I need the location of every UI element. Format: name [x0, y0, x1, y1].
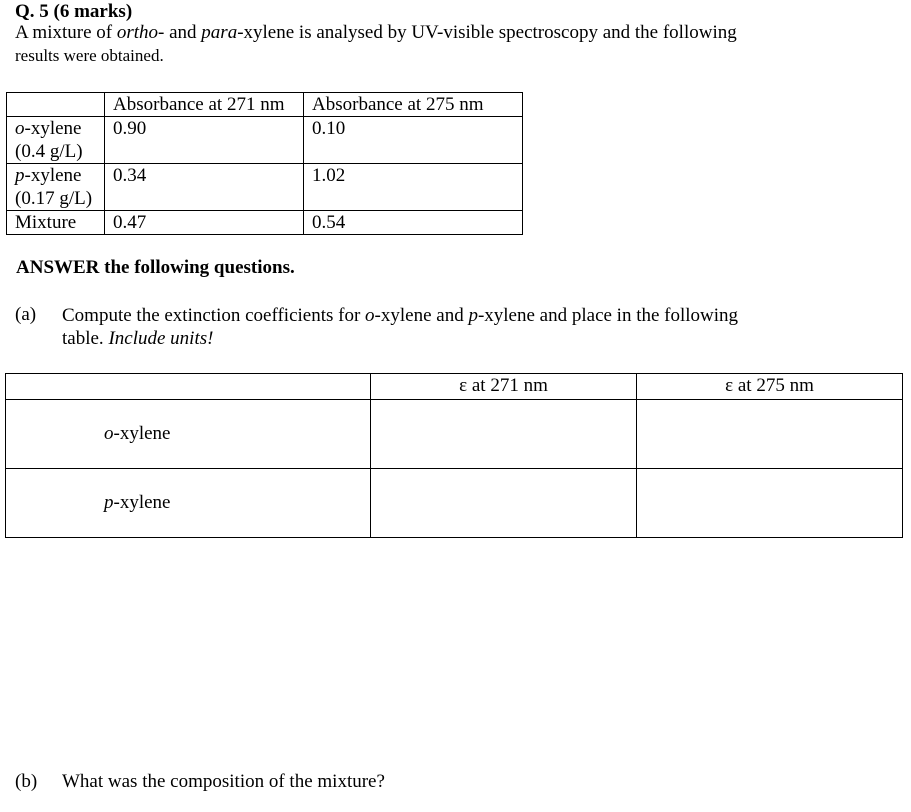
- table-row-label: o-xylene (0.4 g/L): [7, 117, 105, 164]
- table-row: [6, 469, 903, 538]
- table-row: [7, 211, 523, 235]
- table-row-label: p-xylene (0.17 g/L): [7, 164, 105, 211]
- table-row-label: p-xylene: [6, 469, 371, 538]
- part-a-text: Compute the extinction coefficients for o-xylene and p-xylene and place in the following table. Include units!: [62, 305, 739, 349]
- table-row: [7, 164, 523, 211]
- table-header-cell: ε at 271 nm: [371, 374, 637, 400]
- answer-cell[interactable]: [371, 400, 637, 469]
- table-cell: 0.90: [105, 117, 304, 164]
- table-cell: 1.02: [304, 164, 523, 211]
- table-header-row: [7, 93, 523, 117]
- table-header-cell: [7, 93, 105, 117]
- table-cell: 0.10: [304, 117, 523, 164]
- table-cell: 0.47: [105, 211, 304, 235]
- table-row: [6, 400, 903, 469]
- answer-cell[interactable]: [637, 400, 903, 469]
- part-b-label: (b): [15, 771, 38, 792]
- part-b-text: What was the composition of the mixture?: [62, 771, 385, 792]
- answer-heading: ANSWER the following questions.: [16, 257, 295, 278]
- question-intro-line1: A mixture of ortho- and para-xylene is analysed by UV-visible spectroscopy and the following: [15, 22, 737, 43]
- table-cell: 0.34: [105, 164, 304, 211]
- table-header-cell: Absorbance at 275 nm: [304, 93, 523, 117]
- table-header-row: [6, 374, 903, 400]
- table-row-label: o-xylene: [6, 400, 371, 469]
- table-header-cell: ε at 275 nm: [637, 374, 903, 400]
- question-intro-line2: results were obtained.: [15, 46, 164, 65]
- table-header-cell: Absorbance at 271 nm: [105, 93, 304, 117]
- table-cell: 0.54: [304, 211, 523, 235]
- table-row-label: Mixture: [7, 211, 105, 235]
- absorbance-table: [6, 92, 523, 235]
- part-a-label: (a): [15, 304, 37, 325]
- question-title: Q. 5 (6 marks): [15, 1, 133, 22]
- table-row: [7, 117, 523, 164]
- answer-cell[interactable]: [371, 469, 637, 538]
- extinction-answer-table: [5, 373, 903, 538]
- table-header-cell: [6, 374, 371, 400]
- answer-cell[interactable]: [637, 469, 903, 538]
